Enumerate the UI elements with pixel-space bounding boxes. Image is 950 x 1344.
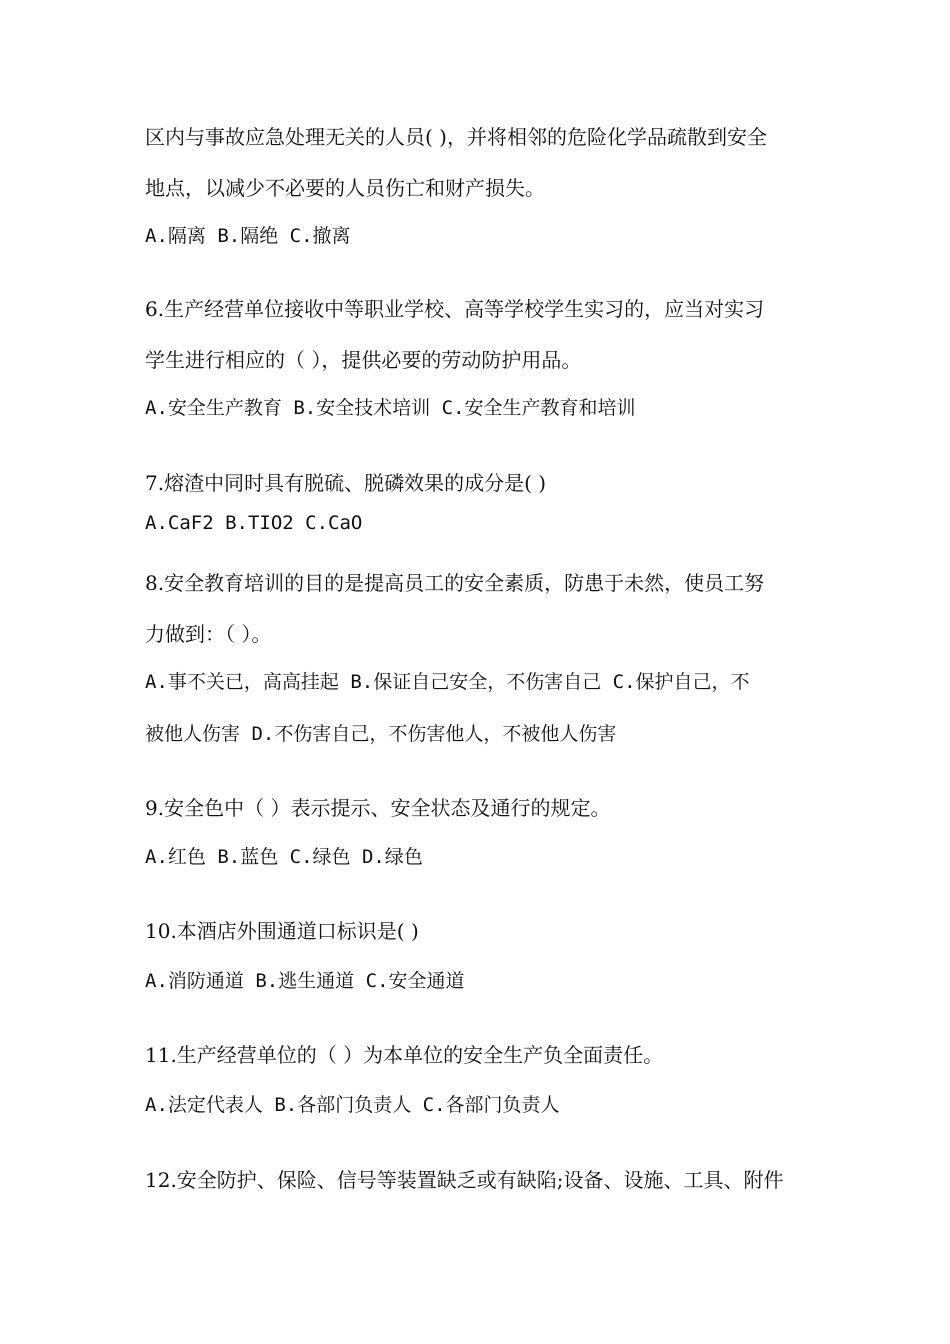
q8-text-line-2: 力做到：（ ）。 [145, 622, 272, 646]
q6-text-line-2: 学生进行相应的（ ），提供必要的劳动防护用品。 [145, 348, 582, 372]
q12-text-line-1: 12.安全防护、保险、信号等装置缺乏或有缺陷;设备、设施、工具、附件 [145, 1168, 784, 1192]
q7-options: A.CaF2 B.TIO2 C.CaO [145, 512, 363, 534]
q6-options: A.安全生产教育 B.安全技术培训 C.安全生产教育和培训 [145, 397, 636, 419]
q8-text-line-1: 8.安全教育培训的目的是提高员工的安全素质，防患于未然，使员工努 [145, 571, 765, 595]
q10-text: 10.本酒店外围通道口标识是( ) [145, 919, 419, 943]
q8-options-line-1: A.事不关已，高高挂起 B.保证自己安全，不伤害自己 C.保护自己，不 [145, 671, 750, 693]
q6-text-line-1: 6.生产经营单位接收中等职业学校、高等学校学生实习的，应当对实习 [145, 297, 765, 321]
q10-options: A.消防通道 B.逃生通道 C.安全通道 [145, 970, 465, 992]
q5-text-line-2: 地点，以减少不必要的人员伤亡和财产损失。 [145, 176, 545, 200]
q5-text-line-1: 区内与事故应急处理无关的人员( )，并将相邻的危险化学品疏散到安全 [145, 125, 767, 149]
q7-text: 7.熔渣中同时具有脱硫、脱磷效果的成分是( ) [145, 471, 547, 495]
q11-options: A.法定代表人 B.各部门负责人 C.各部门负责人 [145, 1094, 560, 1116]
q9-options: A.红色 B.蓝色 C.绿色 D.绿色 [145, 846, 423, 868]
q5-options: A.隔离 B.隔绝 C.撤离 [145, 225, 351, 247]
q9-text: 9.安全色中（ ）表示提示、安全状态及通行的规定。 [145, 796, 611, 820]
q8-options-line-2: 被他人伤害 D.不伤害自己，不伤害他人，不被他人伤害 [145, 723, 617, 745]
q11-text: 11.生产经营单位的（ ）为本单位的安全生产负全面责任。 [145, 1043, 664, 1067]
